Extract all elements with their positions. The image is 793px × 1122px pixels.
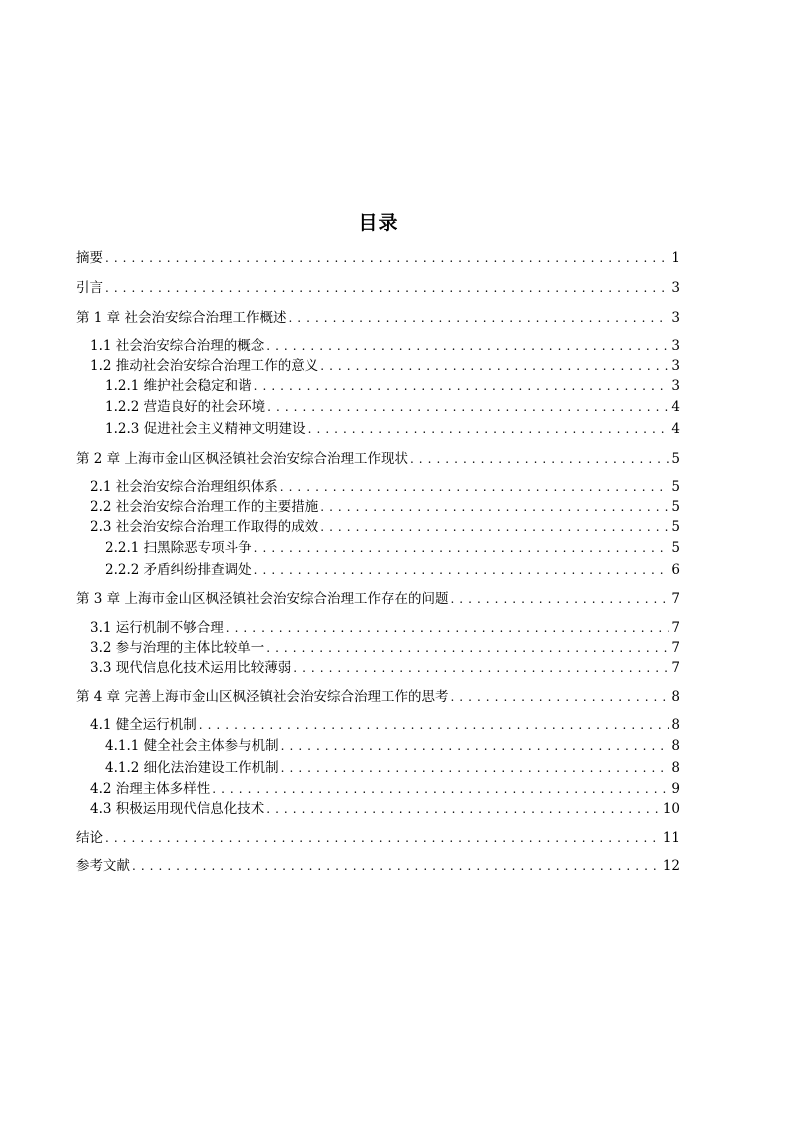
toc-entry-label: 1.2.2 营造良好的社会环境 <box>105 399 266 415</box>
toc-dot-leader <box>280 478 670 496</box>
toc-entry-section-3-3[interactable] <box>90 659 680 677</box>
toc-dot-leader <box>266 800 661 818</box>
toc-entry-section-4-1-1[interactable] <box>105 737 680 755</box>
toc-entry-label: 1.1 社会治安综合治理的概念 <box>90 338 265 354</box>
toc-entry-label: 3.3 现代信息化技术运用比较薄弱 <box>90 660 292 676</box>
toc-entry-label: 2.3 社会治安综合治理工作取得的成效 <box>90 519 319 535</box>
toc-dot-leader <box>281 759 670 777</box>
toc-dot-leader <box>450 590 669 608</box>
toc-entry-label: 4.1.1 健全社会主体参与机制 <box>105 738 279 754</box>
toc-dot-leader <box>267 398 669 416</box>
toc-entry-label: 参考文献 <box>76 858 130 874</box>
toc-entry-chapter-3[interactable] <box>76 590 680 608</box>
toc-entry-label: 3.2 参与治理的主体比较单一 <box>90 640 265 656</box>
toc-dot-leader <box>254 377 670 395</box>
toc-entry-page: 11 <box>662 830 680 846</box>
toc-entry-label: 1.2.3 促进社会主义精神文明建设 <box>105 421 306 437</box>
toc-entry-section-4-1-2[interactable] <box>105 759 680 777</box>
toc-entry-label: 2.1 社会治安综合治理组织体系 <box>90 479 278 495</box>
toc-dot-leader <box>320 498 669 516</box>
toc-entry-chapter-2[interactable] <box>76 450 680 468</box>
toc-entry-section-2-1[interactable] <box>90 478 680 496</box>
toc-entry-page: 4 <box>671 399 680 415</box>
toc-entry-label: 3.1 运行机制不够合理 <box>90 620 224 636</box>
toc-dot-leader <box>308 420 670 438</box>
toc-entry-page: 8 <box>671 760 680 776</box>
toc-entry-page: 5 <box>671 479 680 495</box>
toc-dot-leader <box>320 518 669 536</box>
toc-entry-section-4-2[interactable] <box>90 780 680 798</box>
toc-entry-section-3-1[interactable] <box>90 619 680 637</box>
toc-entry-section-2-2-2[interactable] <box>105 561 680 579</box>
toc-entry-page: 9 <box>671 781 680 797</box>
toc-entry-label: 4.1 健全运行机制 <box>90 717 197 733</box>
toc-entry-conclusion[interactable] <box>76 829 680 847</box>
toc-entry-label: 4.1.2 细化法治建设工作机制 <box>105 760 279 776</box>
toc-dot-leader <box>226 619 670 637</box>
toc-dot-leader <box>266 639 669 657</box>
toc-dot-leader <box>105 249 669 267</box>
toc-dot-leader <box>105 279 669 297</box>
toc-dot-leader <box>254 561 670 579</box>
toc-entry-page: 3 <box>671 378 680 394</box>
toc-entry-page: 1 <box>671 250 680 266</box>
toc-entry-label: 结论 <box>76 830 103 846</box>
toc-entry-page: 6 <box>671 562 680 578</box>
toc-entry-page: 5 <box>671 540 680 556</box>
toc-entry-section-1-1[interactable] <box>90 337 680 355</box>
toc-entry-label: 引言 <box>76 280 103 296</box>
toc-entry-label: 2.2 社会治安综合治理工作的主要措施 <box>90 499 319 515</box>
toc-entry-label: 4.3 积极运用现代信息化技术 <box>90 801 265 817</box>
toc-entry-page: 3 <box>671 280 680 296</box>
toc-entry-section-4-1[interactable] <box>90 716 680 734</box>
toc-dot-leader <box>281 737 670 755</box>
toc-entry-abstract[interactable] <box>76 249 680 267</box>
toc-entry-chapter-1[interactable] <box>76 309 680 327</box>
toc-entry-label: 2.2.2 矛盾纠纷排查调处 <box>105 562 252 578</box>
toc-entry-label: 摘要 <box>76 250 103 266</box>
toc-entry-page: 5 <box>671 519 680 535</box>
toc-entry-section-2-2-1[interactable] <box>105 539 680 557</box>
toc-entry-section-1-2-1[interactable] <box>105 377 680 395</box>
toc-entry-page: 12 <box>662 858 680 874</box>
toc-entry-section-4-3[interactable] <box>90 800 680 818</box>
toc-entry-introduction[interactable] <box>76 279 680 297</box>
toc-entry-label: 第 1 章 社会治安综合治理工作概述 <box>76 310 287 326</box>
toc-dot-leader <box>266 337 669 355</box>
toc-entry-page: 7 <box>671 640 680 656</box>
toc-entry-page: 8 <box>671 717 680 733</box>
toc-entry-label: 4.2 治理主体多样性 <box>90 781 211 797</box>
toc-entry-page: 5 <box>671 451 680 467</box>
toc-entry-label: 1.2.1 维护社会稳定和谐 <box>105 378 252 394</box>
toc-entry-section-2-2[interactable] <box>90 498 680 516</box>
toc-entry-page: 3 <box>671 358 680 374</box>
toc-entry-page: 4 <box>671 421 680 437</box>
toc-dot-leader <box>254 539 670 557</box>
toc-entry-chapter-4[interactable] <box>76 688 680 706</box>
toc-dot-leader <box>410 450 669 468</box>
toc-dot-leader <box>320 357 669 375</box>
toc-entry-label: 2.2.1 扫黑除恶专项斗争 <box>105 540 252 556</box>
toc-entry-section-2-3[interactable] <box>90 518 680 536</box>
toc-entry-references[interactable] <box>76 857 680 875</box>
toc-entry-page: 8 <box>671 689 680 705</box>
toc-dot-leader <box>132 857 661 875</box>
toc-entry-label: 第 2 章 上海市金山区枫泾镇社会治安综合治理工作现状 <box>76 451 408 467</box>
toc-dot-leader <box>288 309 669 327</box>
toc-entry-page: 7 <box>671 660 680 676</box>
toc-entry-page: 7 <box>671 591 680 607</box>
toc-title: 目录 <box>358 212 399 234</box>
toc-entry-label: 第 3 章 上海市金山区枫泾镇社会治安综合治理工作存在的问题 <box>76 591 449 607</box>
toc-entry-section-3-2[interactable] <box>90 639 680 657</box>
toc-entry-page: 3 <box>671 338 680 354</box>
toc-dot-leader <box>450 688 669 706</box>
toc-entry-page: 5 <box>671 499 680 515</box>
toc-dot-leader <box>199 716 670 734</box>
toc-dot-leader <box>212 780 669 798</box>
toc-entry-label: 第 4 章 完善上海市金山区枫泾镇社会治安综合治理工作的思考 <box>76 689 449 705</box>
toc-entry-page: 10 <box>662 801 680 817</box>
toc-entry-label: 1.2 推动社会治安综合治理工作的意义 <box>90 358 319 374</box>
toc-dot-leader <box>293 659 669 677</box>
toc-entry-section-1-2-2[interactable] <box>105 398 680 416</box>
toc-entry-page: 8 <box>671 738 680 754</box>
toc-entry-section-1-2[interactable] <box>90 357 680 375</box>
toc-entry-page: 3 <box>671 310 680 326</box>
toc-dot-leader <box>105 829 661 847</box>
toc-entry-page: 7 <box>671 620 680 636</box>
toc-entry-section-1-2-3[interactable] <box>105 420 680 438</box>
